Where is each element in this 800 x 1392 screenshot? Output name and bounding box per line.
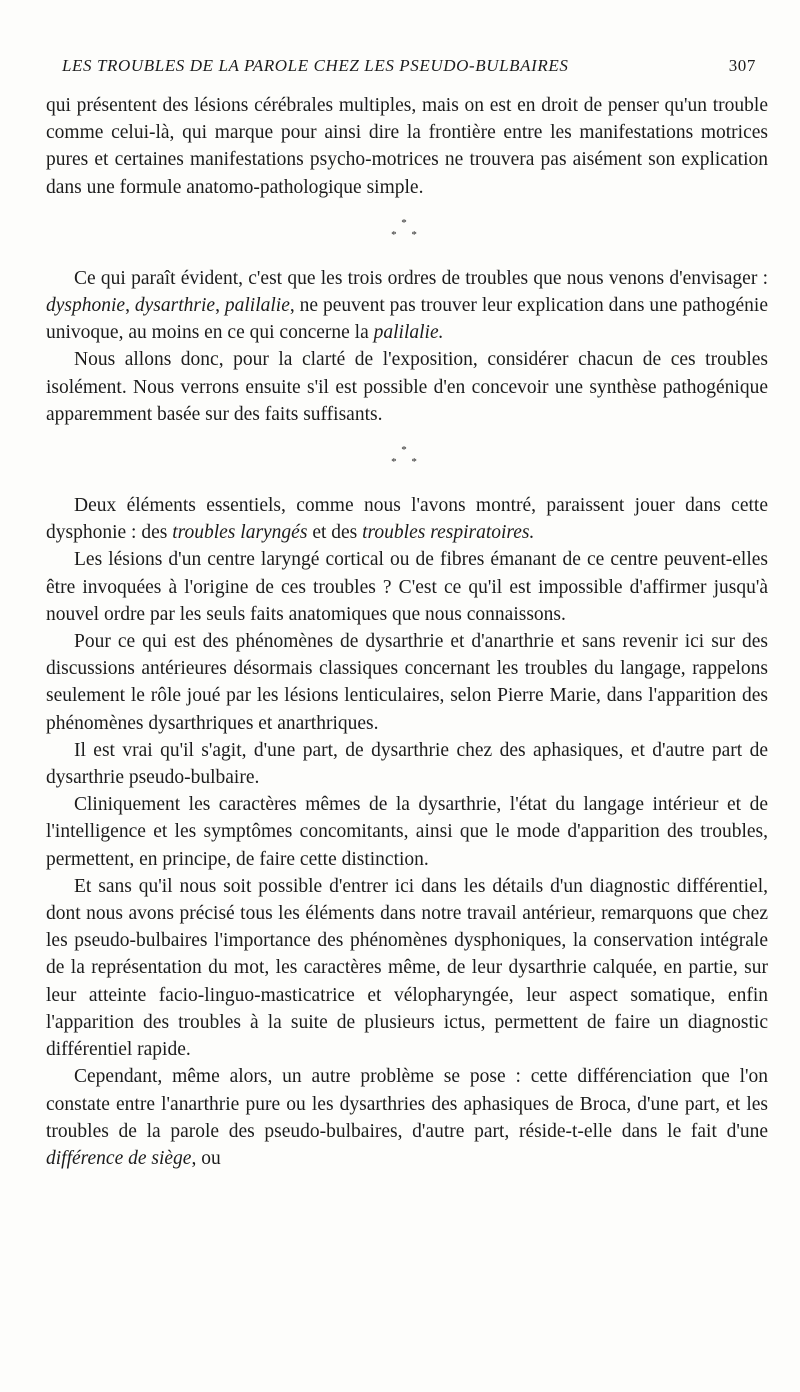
term-troubles-respiratoires: troubles respiratoires. xyxy=(362,522,535,544)
text-run: Ce qui paraît évident, c'est que les trois ordres de troubles que nous venons d'envisager : xyxy=(74,267,768,289)
term-dysarthrie: dysarthrie xyxy=(134,295,216,317)
text-run: Cependant, même alors, un autre problème se pose : cette différenciation que l'on constate entre l'anarthrie pure ou les dysarthries des aphasiques de Broca, d'une part, et les troubles de la parole des pseudo-bulbaires, d'autre part, réside-t-elle dans le fait d'une xyxy=(46,1066,768,1142)
paragraph-aphasiques: Il est vrai qu'il s'agit, d'une part, de dysarthrie chez des aphasiques, et d'autre part de dysarthrie pseudo-bulbaire. xyxy=(46,739,768,789)
running-head xyxy=(62,56,756,76)
paragraph-however xyxy=(46,1063,768,1172)
section-separator-2 xyxy=(46,444,768,468)
term-dysphonie: dysphonie xyxy=(46,295,126,317)
term-troubles-laryngés: troubles laryngés xyxy=(172,522,308,544)
paragraph-clinical: Cliniquement les caractères mêmes de la dysarthrie, l'état du langage intérieur et de l'intelligence et les symptômes concomitants, ainsi que le mode d'apparition des troubles, permettent, en principe, de faire cette distinction. xyxy=(46,794,768,870)
paragraph-differential-diagnosis: Et sans qu'il nous soit possible d'entrer ici dans les détails d'un diagnostic différentiel, dont nous avons précisé tous les éléments dans notre travail antérieur, remarquons que chez les pseudo-bulbaires l'importance des phénomènes dysphoniques, la conservation intégrale de la représentation du mot, les caractères même, de leur dysarthrie calquée, en partie, sur leur atteinte facio-linguo-masticatrice et vélopharyngée, leur aspect somatique, enfin l'apparition des troubles à la suite de plusieurs ictus, permettent de faire un diagnostic différentiel rapide. xyxy=(46,875,768,1061)
text-run: et des xyxy=(307,522,363,544)
body-text xyxy=(46,92,768,1172)
running-title: LES TROUBLES DE LA PAROLE CHEZ LES PSEUDO-BULBAIRES xyxy=(62,56,569,75)
paragraph-continuation: qui présentent des lésions cérébrales multiples, mais on est en droit de penser qu'un trouble comme celui-là, qui marque pour ainsi dire la frontière entre les manifestations motrices pures et certaines manifestations psycho-motrices ne trouvera pas aisément son explication dans une formule anatomo-pathologique simple. xyxy=(46,95,768,198)
section-separator-1 xyxy=(46,217,768,241)
page-number: 307 xyxy=(728,56,756,75)
separator-asterisks-bottom: * * xyxy=(391,456,423,469)
paragraph-two-elements xyxy=(46,492,768,546)
paragraph-exposition: Nous allons donc, pour la clarté de l'exposition, considérer chacun de ces troubles isolément. Nous verrons ensuite s'il est possible d'en concevoir une synthèse pathogénique apparemment basée sur des faits suffisants. xyxy=(46,349,768,425)
term-palilalie: palilalie xyxy=(224,295,290,317)
separator-asterisk-top: * xyxy=(401,444,413,457)
separator-asterisk-top: * xyxy=(401,216,413,229)
term-différence-de-siège: différence de siège xyxy=(46,1147,192,1169)
text-run: , ou xyxy=(191,1147,221,1169)
term-palilalie-2: palilalie. xyxy=(373,322,444,344)
text-run: , xyxy=(215,295,225,317)
text-run: , ne peuvent pas trouver leur explication dans une pathogénie univoque, au moins en ce qui concerne la xyxy=(46,295,769,344)
paragraph-dysarthria-anarthria: Pour ce qui est des phénomènes de dysarthrie et d'anarthrie et sans revenir ici sur des discussions antérieures désormais classiques concernant les troubles du langage, rappelons seulement le rôle joué par les lésions lenticulaires, selon Pierre Marie, dans l'apparition des phénomènes dysarthriques et anarthriques. xyxy=(46,631,768,734)
separator-asterisks-bottom: * * xyxy=(391,228,423,241)
paragraph-three-orders xyxy=(46,265,768,347)
text-run: , xyxy=(125,295,135,317)
text-run: Deux éléments essentiels, comme nous l'avons montré, paraissent jouer dans cette dysphonie : des xyxy=(46,495,768,544)
paragraph-laryngeal-centre: Les lésions d'un centre laryngé cortical ou de fibres émanant de ce centre peuvent-elles être invoquées à l'origine de ces troubles ? C'est ce qu'il est impossible d'affirmer jusqu'à nouvel ordre par les seuls faits anatomiques que nous connaissons. xyxy=(46,549,768,625)
